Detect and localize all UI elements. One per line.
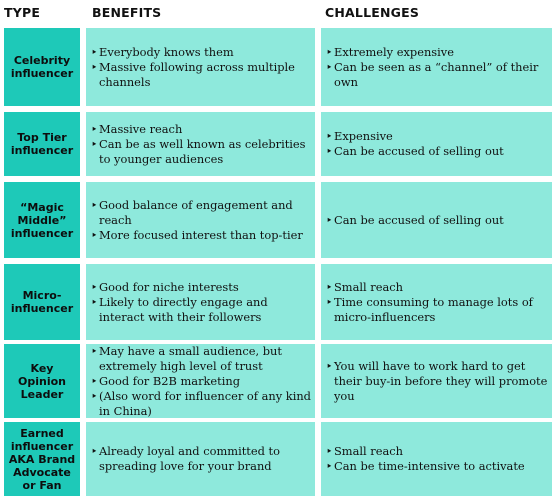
benefit-item: ‣ Likely to directly engage and interact with their followers xyxy=(91,295,311,325)
table-row xyxy=(0,182,556,258)
type-cell: Earned influencer AKA Brand Advocate or Fan xyxy=(4,422,80,496)
type-cell: “Magic Middle” influencer xyxy=(4,182,80,258)
benefit-item: ‣ More focused interest than top-tier xyxy=(91,228,311,243)
table-header xyxy=(0,0,556,28)
table-row xyxy=(0,422,556,496)
benefit-item: ‣ Good for niche interests xyxy=(91,280,311,295)
challenge-item: ‣ Small reach xyxy=(326,444,548,459)
benefits-cell xyxy=(86,344,315,418)
benefits-cell xyxy=(86,182,315,258)
benefit-item: ‣ Good balance of engagement and reach xyxy=(91,198,311,228)
benefit-item: ‣ Good for B2B marketing xyxy=(91,374,311,389)
benefit-item: ‣ Already loyal and committed to spreading love for your brand xyxy=(91,444,311,474)
challenge-item: ‣ Small reach xyxy=(326,280,548,295)
type-cell: Top Tier influencer xyxy=(4,112,80,176)
header-challenges: CHALLENGES xyxy=(325,5,420,20)
challenges-cell xyxy=(321,182,552,258)
table-row xyxy=(0,112,556,176)
challenge-item: ‣ Can be accused of selling out xyxy=(326,213,548,228)
benefit-item: ‣ Can be as well known as celebrities to younger audiences xyxy=(91,137,311,167)
benefits-cell xyxy=(86,422,315,496)
challenge-item: ‣ Time consuming to manage lots of micro-influencers xyxy=(326,295,548,325)
benefit-item: ‣ Massive following across multiple channels xyxy=(91,60,311,90)
header-type: TYPE xyxy=(4,5,41,20)
challenges-cell xyxy=(321,422,552,496)
benefits-cell xyxy=(86,112,315,176)
challenge-item: ‣ Can be accused of selling out xyxy=(326,144,548,159)
benefits-cell xyxy=(86,28,315,106)
benefit-item: ‣ Everybody knows them xyxy=(91,45,311,60)
benefit-item: ‣ May have a small audience, but extremely high level of trust xyxy=(91,344,311,374)
type-cell: Key Opinion Leader xyxy=(4,344,80,418)
table-row xyxy=(0,264,556,340)
table-row xyxy=(0,28,556,106)
challenge-item: ‣ Expensive xyxy=(326,129,548,144)
challenge-item: ‣ Can be seen as a “channel” of their own xyxy=(326,60,548,90)
table-row xyxy=(0,344,556,418)
benefits-cell xyxy=(86,264,315,340)
benefit-item: ‣ Massive reach xyxy=(91,122,311,137)
challenge-item: ‣ You will have to work hard to get their buy-in before they will promote you xyxy=(326,359,548,404)
challenge-item: ‣ Can be time-intensive to activate xyxy=(326,459,548,474)
challenge-item: ‣ Extremely expensive xyxy=(326,45,548,60)
benefit-item: ‣ (Also word for influencer of any kind in China) xyxy=(91,389,311,419)
type-cell: Celebrity influencer xyxy=(4,28,80,106)
challenges-cell xyxy=(321,28,552,106)
challenges-cell xyxy=(321,344,552,418)
challenges-cell xyxy=(321,264,552,340)
type-cell: Micro-influencer xyxy=(4,264,80,340)
challenges-cell xyxy=(321,112,552,176)
header-benefits: BENEFITS xyxy=(92,5,162,20)
